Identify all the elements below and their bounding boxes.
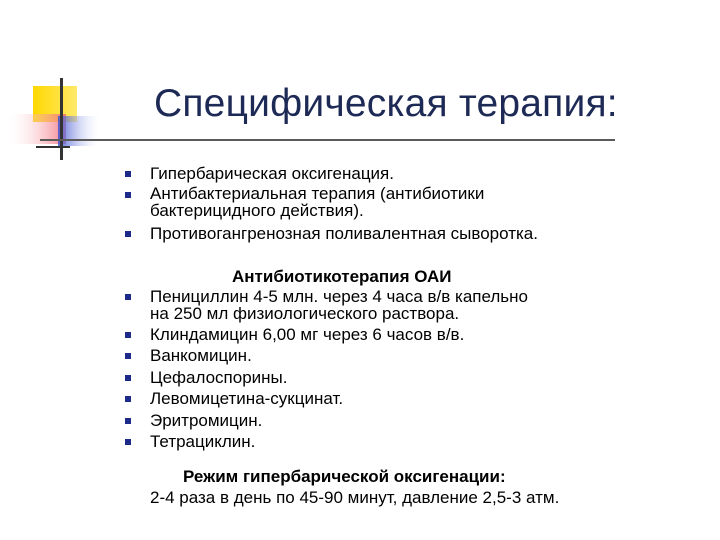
slide-title: Специфическая терапия: [154, 82, 618, 125]
bullet-icon [125, 192, 131, 198]
bullet-icon [125, 332, 131, 338]
antibiotic-heading: Антибиотикотерапия ОАИ [232, 267, 452, 286]
list-item: Гипербарическая оксигенация. [150, 164, 394, 183]
list-item: Ванкомицин. [150, 346, 252, 365]
list-item: Противогангренозная поливалентная сыворотка. [150, 224, 538, 243]
bullet-icon [125, 418, 131, 424]
bullet-icon [125, 231, 131, 237]
bullet-icon [125, 439, 131, 445]
list-item-continuation: бактерицидного действия). [150, 201, 364, 220]
list-item: Клиндамицин 6,00 мг через 6 часов в/в. [150, 325, 465, 344]
bullet-icon [125, 294, 131, 300]
list-item: Левомицетина-сукцинат. [150, 389, 344, 408]
title-divider [40, 139, 615, 141]
bullet-icon [125, 375, 131, 381]
list-item: Антибактериальная терапия (антибиотики [150, 184, 485, 203]
corner-decoration [0, 0, 110, 170]
bullet-icon [125, 171, 131, 177]
hbo-heading: Режим гипербарической оксигенации: [183, 467, 506, 486]
hbo-text: 2-4 раза в день по 45-90 минут, давление 2,5-3 атм. [150, 488, 560, 507]
list-item: Пенициллин 4-5 млн. через 4 часа в/в капельно [150, 287, 528, 306]
list-item: Эритромицин. [150, 411, 263, 430]
bullet-icon [125, 353, 131, 359]
list-item: Тетрациклин. [150, 432, 256, 451]
list-item-continuation: на 250 мл физиологического раствора. [150, 304, 460, 323]
bullet-icon [125, 396, 131, 402]
list-item: Цефалоспорины. [150, 368, 288, 387]
